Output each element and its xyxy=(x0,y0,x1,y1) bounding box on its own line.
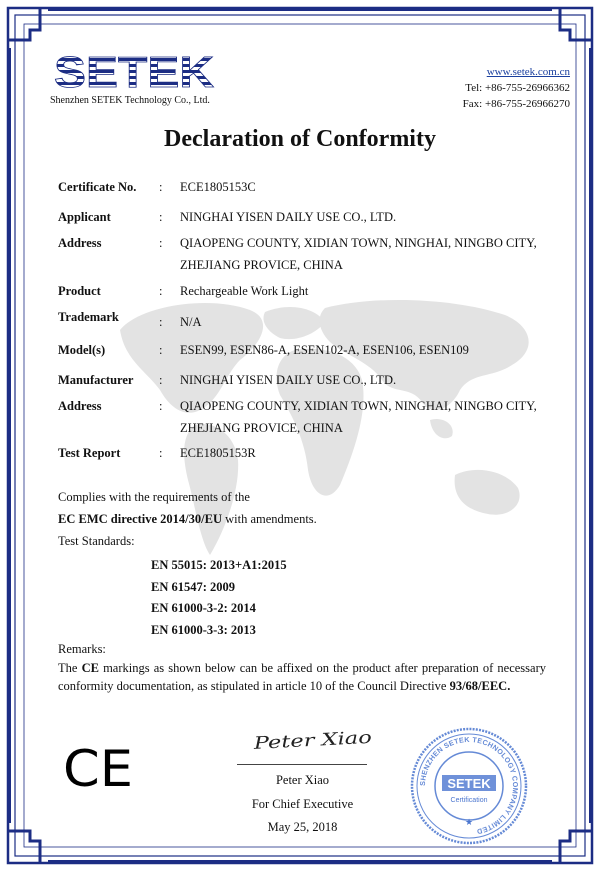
field-label: Model(s) xyxy=(58,343,106,357)
standard-item: EN 61000-3-2: 2014 xyxy=(151,601,256,615)
ce-mark xyxy=(62,740,134,792)
field-label: Product xyxy=(58,284,101,298)
field-value: Rechargeable Work Light xyxy=(180,284,309,298)
field-separator: : xyxy=(159,343,163,357)
field-separator: : xyxy=(159,236,163,250)
field-value: QIAOPENG COUNTY, XIDIAN TOWN, NINGHAI, NINGBO CITY, ZHEJIANG PROVICE, CHINA xyxy=(180,236,537,272)
field-label: Certificate No. xyxy=(58,180,137,194)
field-value: ECE1805153C xyxy=(180,180,256,194)
seal-ring-text: SHENZHEN SETEK TECHNOLOGY COMPANY LIMITED xyxy=(417,734,521,837)
field-separator: : xyxy=(159,210,163,224)
standard-item: EN 55015: 2013+A1:2015 xyxy=(151,558,287,572)
field-label: Applicant xyxy=(58,210,111,224)
telephone: Tel: +86-755-26966362 xyxy=(465,82,570,94)
field-separator: : xyxy=(159,446,163,460)
directive-suffix: with amendments. xyxy=(222,512,317,526)
company-name: Shenzhen SETEK Technology Co., Ltd. xyxy=(50,95,210,106)
remarks-label: Remarks: xyxy=(58,642,106,656)
field-label: Address xyxy=(58,399,102,413)
field-label: Manufacturer xyxy=(58,373,134,387)
seal-star-icon: ★ xyxy=(464,817,474,827)
signer-role: For Chief Executive xyxy=(251,797,354,811)
page-title: Declaration of Conformity xyxy=(164,126,436,152)
field-value: NINGHAI YISEN DAILY USE CO., LTD. xyxy=(180,210,397,224)
field-value: NINGHAI YISEN DAILY USE CO., LTD. xyxy=(180,373,397,387)
remarks-part: The xyxy=(58,661,82,675)
ce-word: CE xyxy=(81,661,99,675)
setek-logo xyxy=(52,52,216,92)
field-separator: : xyxy=(159,180,163,194)
standard-item: EN 61000-3-3: 2013 xyxy=(151,623,256,637)
standards-label: Test Standards: xyxy=(58,534,135,548)
field-label: Address xyxy=(58,236,102,250)
standard-item: EN 61547: 2009 xyxy=(151,580,236,594)
council-directive: 93/68/EEC. xyxy=(449,679,511,693)
directive-name: EC EMC directive 2014/30/EU xyxy=(58,512,222,526)
field-label: Test Report xyxy=(58,446,121,460)
logo-wordmark: SETEK xyxy=(54,52,215,92)
seal-sub-text: Certification xyxy=(450,797,488,804)
ce-mark-text: CE xyxy=(63,740,133,792)
website-link[interactable]: www.setek.com.cn xyxy=(486,66,570,78)
field-separator: : xyxy=(159,315,163,329)
field-label: Trademark xyxy=(58,310,119,324)
fax: Fax: +86-755-26966270 xyxy=(462,98,570,110)
field-value: QIAOPENG COUNTY, XIDIAN TOWN, NINGHAI, NINGBO CITY, ZHEJIANG PROVICE, CHINA xyxy=(180,399,537,435)
compliance-intro: Complies with the requirements of the xyxy=(58,490,250,504)
field-value: ECE1805153R xyxy=(180,446,256,460)
contact-block xyxy=(463,64,570,112)
signer-name: Peter Xiao xyxy=(275,773,330,787)
handwritten-signature xyxy=(250,724,380,758)
compliance-directive xyxy=(58,512,317,527)
company-seal xyxy=(410,727,528,845)
field-value: N/A xyxy=(180,315,202,329)
signature-script: Peter Xiao xyxy=(253,729,344,754)
remarks-part: markings as shown below can be affixed on the product after preparation of necessary conformity documentation, as stipulated in article 10 of the Council Directive xyxy=(58,661,547,693)
seal-center-text: SETEK xyxy=(447,776,491,791)
signature-date: May 25, 2018 xyxy=(267,820,338,834)
field-separator: : xyxy=(159,399,163,413)
remarks-text xyxy=(58,659,546,695)
signature-line xyxy=(237,764,367,765)
field-separator: : xyxy=(159,284,163,298)
field-separator: : xyxy=(159,373,163,387)
field-value: ESEN99, ESEN86-A, ESEN102-A, ESEN106, ESEN109 xyxy=(180,343,469,357)
